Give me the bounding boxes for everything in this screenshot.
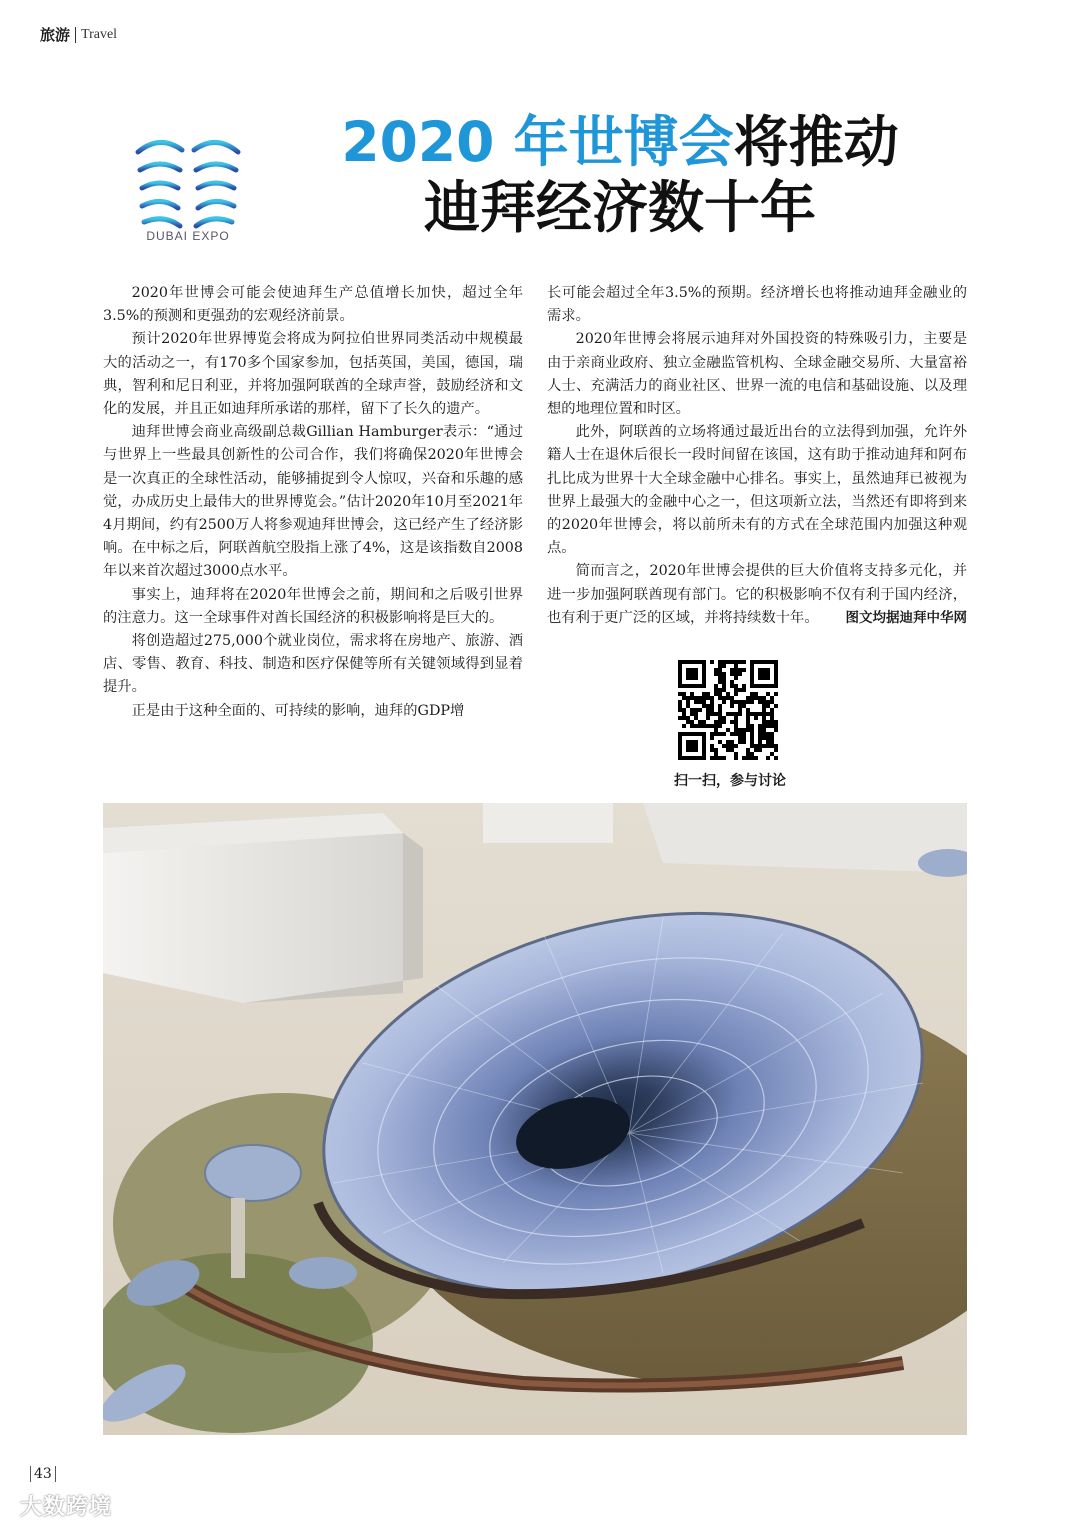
watermark (20, 1490, 112, 1521)
paragraph: 事实上，迪拜将在2020年世博会之前，期间和之后吸引世界的注意力。这一全球事件对酋长国经济的积极影响将是巨大的。 (103, 586, 523, 626)
paragraph: 预计2020年世界博览会将成为阿拉伯世界同类活动中规模最大的活动之一，有170多个国家参加，包括英国，美国，德国，瑞典，智利和尼日利亚，并将加强阿联酋的全球声誉，鼓励经济和文化的发展，并且正如迪拜所承诺的那样，留下了长久的遗产。 (103, 331, 523, 418)
page-number-text: 43 (34, 1466, 52, 1482)
article-column-right (547, 282, 967, 630)
title-line1-black: 将推动 (733, 110, 899, 174)
article-column-left (103, 282, 523, 723)
title-line1-blue: 2020 年世博会 (341, 110, 734, 174)
section-label-en: Travel (81, 26, 118, 42)
article-title (300, 112, 940, 240)
paragraph: 此外，阿联酋的立场将通过最近出台的立法得到加强，允许外籍人士在退休后很长一段时间留在该国，这有助于推动迪拜和阿布扎比成为世界十大全球金融中心排名。事实上，虽然迪拜已被视为世界上最强大的金融中心之一，但这项新立法，当然还有即将到来的2020年世博会，将以前所未有的方式在全球范围内加强这种观点。 (547, 424, 967, 557)
paragraph: 迪拜世博会商业高级副总裁Gillian Hamburger表示：“通过与世界上一些最具创新性的公司合作，我们将确保2020年世博会是一次真正的全球性活动，能够捕捉到令人惊叹，兴奋和乐趣的感觉，办成历史上最伟大的世界博览会。”估计2020年10月至2021年4月期间，约有2500万人将参观迪拜世博会，这已经产生了经济影响。在中标之后，阿联酋航空股指上涨了4%，这是该指数自2008年以来首次超过3000点水平。 (103, 424, 523, 580)
paragraph: 2020年世博会可能会使迪拜生产总值增长加快，超过全年3.5%的预测和更强劲的宏观经济前景。 (103, 285, 523, 325)
paragraph: 简而言之，2020年世博会提供的巨大价值将支持多元化，并进一步加强阿联酋现有部门。它的积极影响不仅有利于国内经济，也有利于更广泛的区域，并将持续数十年。 (547, 563, 967, 626)
divider (75, 27, 76, 43)
paragraph: 正是由于这种全面的、可持续的影响，迪拜的GDP增 (131, 702, 465, 719)
paragraph: 长可能会超过全年3.5%的预期。经济增长也将推动迪拜金融业的需求。 (547, 285, 967, 325)
divider (30, 1466, 31, 1482)
section-tag (40, 24, 117, 45)
image-credit: 图文均据迪拜中华网 (845, 610, 967, 627)
watermark-text: 大数跨境 (20, 1495, 113, 1520)
divider (55, 1466, 56, 1482)
paragraph: 2020年世博会将展示迪拜对外国投资的特殊吸引力，主要是由于亲商业政府、独立金融监管机构、全球金融交易所、大量富裕人士、充满活力的商业社区、世界一流的电信和基础设施、以及理想的地理位置和时区。 (547, 331, 967, 418)
qr-caption: 扫一扫，参与讨论 (674, 773, 786, 789)
expo-pavilion-photo (103, 803, 967, 1435)
title-line2: 迪拜经济数十年 (424, 175, 816, 241)
paragraph: 将创造超过275,000个就业岗位，需求将在房地产、旅游、酒店、零售、教育、科技、制造和医疗保健等所有关键领域得到显着提升。 (103, 633, 523, 696)
section-label: 旅游 (40, 26, 71, 44)
page-number (30, 1466, 56, 1482)
logo-text: DUBAI EXPO (146, 229, 230, 243)
qr-code[interactable] (678, 660, 778, 760)
